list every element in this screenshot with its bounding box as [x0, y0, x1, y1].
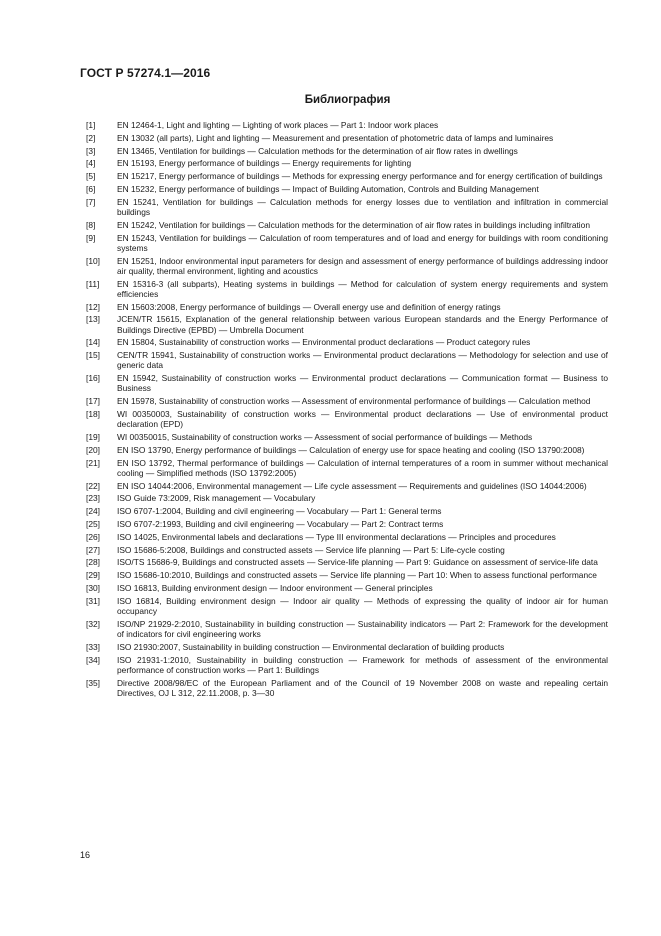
bibliography-item — [86, 220, 608, 230]
reference-text: EN 15316-3 (all subparts), Heating systems in buildings — Method for calculation of system energy requirements and system efficiencies — [117, 278, 608, 299]
reference-number: [10] — [86, 255, 100, 266]
bibliography-item — [86, 583, 608, 593]
reference-number: [16] — [86, 373, 100, 384]
reference-number: [4] — [86, 158, 96, 169]
reference-number: [8] — [86, 219, 96, 230]
bibliography-item — [86, 678, 608, 698]
bibliography-item — [86, 619, 608, 639]
reference-number: [15] — [86, 350, 100, 361]
reference-number: [31] — [86, 595, 100, 606]
reference-text: ISO 16813, Building environment design — Indoor environment — General principles — [117, 582, 433, 593]
reference-number: [30] — [86, 582, 100, 593]
bibliography-item — [86, 519, 608, 529]
reference-number: [14] — [86, 337, 100, 348]
reference-number: [25] — [86, 518, 100, 529]
reference-text: ISO 16814, Building environment design — Indoor air quality — Methods of expressing the quality of indoor air for human occupancy — [117, 595, 608, 616]
reference-text: ISO/TS 15686-9, Buildings and constructed assets — Service-life planning — Part 9: Guidance on assessment of service-life data — [117, 557, 598, 568]
bibliography-item — [86, 314, 608, 334]
bibliography-item — [86, 256, 608, 276]
reference-text: EN 13032 (all parts), Light and lighting — Measurement and presentation of photometric data of lamps and luminaires — [117, 132, 554, 143]
reference-text: EN 15193, Energy performance of buildings — Energy requirements for lighting — [117, 158, 412, 169]
bibliography-item — [86, 279, 608, 299]
reference-number: [19] — [86, 431, 100, 442]
reference-text: EN ISO 13790, Energy performance of buildings — Calculation of energy use for space heating and cooling (ISO 13790:2008) — [117, 444, 585, 455]
reference-number: [13] — [86, 314, 100, 325]
bibliography-item — [86, 350, 608, 370]
bibliography-item — [86, 655, 608, 675]
reference-text: EN 15804, Sustainability of construction works — Environmental product declarations — Product category rules — [117, 337, 531, 348]
reference-number: [17] — [86, 396, 100, 407]
reference-number: [33] — [86, 641, 100, 652]
reference-text: WI 00350015, Sustainability of construction works — Assessment of social performance of buildings — Methods — [117, 431, 533, 442]
reference-number: [20] — [86, 444, 100, 455]
bibliography-item — [86, 506, 608, 516]
bibliography-item — [86, 233, 608, 253]
bibliography-item — [86, 493, 608, 503]
reference-number: [5] — [86, 171, 96, 182]
reference-text: CEN/TR 15941, Sustainability of construction works — Environmental product declarations — Methodology for selection and use of generic data — [117, 350, 608, 371]
reference-number: [34] — [86, 654, 100, 665]
reference-text: ISO 21931-1:2010, Sustainability in building construction — Framework for methods of assessment of the environmental performance of construction works — Part 1: Buildings — [117, 654, 608, 675]
reference-text: EN 12464-1, Light and lighting — Lighting of work places — Part 1: Indoor work places — [117, 120, 439, 130]
reference-number: [3] — [86, 145, 96, 156]
bibliography-item — [86, 532, 608, 542]
reference-text: ISO/NP 21929-2:2010, Sustainability in building construction — Sustainability indicators — Part 2: Framework for the development of indicators for civil engineering works — [117, 618, 608, 639]
document-header: ГОСТ Р 57274.1—2016 — [80, 66, 211, 80]
reference-number: [22] — [86, 480, 100, 491]
reference-number: [11] — [86, 278, 100, 289]
bibliography-item — [86, 545, 608, 555]
reference-text: WI 00350003, Sustainability of construction works — Environmental product declarations — Use of environmental product declaration (EPD) — [117, 408, 608, 430]
bibliography-item — [86, 458, 608, 478]
reference-text: EN 13465, Ventilation for buildings — Calculation methods for the determination of air flow rates in dwellings — [117, 145, 518, 156]
reference-number: [21] — [86, 457, 100, 468]
reference-text: EN 15603:2008, Energy performance of buildings — Overall energy use and definition of energy ratings — [117, 301, 501, 312]
reference-text: EN 15978, Sustainability of construction works — Assessment of environmental performance of buildings — Calculation method — [117, 396, 591, 407]
reference-number: [23] — [86, 493, 100, 504]
reference-number: [27] — [86, 544, 100, 555]
bibliography-item — [86, 481, 608, 491]
reference-text: EN 15241, Ventilation for buildings — Calculation methods for energy losses due to ventilation and infiltration in commercial buildings — [117, 196, 608, 217]
bibliography-item — [86, 596, 608, 616]
reference-number: [26] — [86, 531, 100, 542]
bibliography-item — [86, 432, 608, 442]
page-title: Библиография — [304, 94, 391, 106]
reference-text: ISO 15686-10:2010, Buildings and constructed assets — Service life planning — Part 10: When to assess functional performance — [117, 570, 597, 581]
reference-number: [1] — [86, 120, 96, 130]
bibliography-item — [86, 557, 608, 567]
reference-text: EN 15942, Sustainability of construction works — Environmental product declarations — Communication format — Business to Business — [117, 373, 608, 394]
reference-text: EN ISO 13792, Thermal performance of buildings — Calculation of internal temperatures of a room in summer without mechanical cooling — Simplified methods (ISO 13792:2005) — [117, 457, 608, 478]
reference-number: [12] — [86, 301, 100, 312]
reference-number: [9] — [86, 232, 96, 243]
reference-text: ISO 15686-5:2008, Buildings and constructed assets — Service life planning — Part 5: Life-cycle costing — [117, 544, 505, 555]
bibliography-list — [86, 120, 608, 701]
reference-text: EN 15251, Indoor environmental input parameters for design and assessment of energy performance of buildings addressing indoor air quality, thermal environment, lighting and acoustics — [117, 255, 608, 276]
reference-number: [7] — [86, 196, 96, 207]
reference-text: EN 15217, Energy performance of buildings — Methods for expressing energy performance and for energy certification of buildings — [117, 171, 603, 182]
reference-text: ISO 14025, Environmental labels and declarations — Type III environmental declarations — Principles and procedures — [117, 531, 556, 542]
reference-text: ISO 21930:2007, Sustainability in building construction — Environmental declaration of building products — [117, 641, 505, 652]
reference-text: EN 15243, Ventilation for buildings — Calculation of room temperatures and of load and energy for buildings with room conditioning systems — [117, 232, 608, 253]
bibliography-item — [86, 570, 608, 580]
reference-number: [2] — [86, 132, 96, 143]
bibliography-item — [86, 197, 608, 217]
reference-number: [35] — [86, 677, 100, 688]
bibliography-item — [86, 373, 608, 393]
reference-text: ISO 6707-1:2004, Building and civil engineering — Vocabulary — Part 1: General terms — [117, 506, 442, 517]
page-number: 16 — [80, 850, 91, 860]
reference-number: [28] — [86, 557, 100, 568]
bibliography-item — [86, 337, 608, 347]
reference-text: Directive 2008/98/EC of the European Parliament and of the Council of 19 November 2008 on waste and repealing certain Directives, OJ L 312, 22.11.2008, p. 3—30 — [117, 677, 608, 698]
reference-text: JCEN/TR 15615, Explanation of the general relationship between various European standards and the Energy Performance of Buildings Directive (EPBD) — Umbrella Document — [117, 314, 608, 335]
bibliography-item — [86, 184, 608, 194]
bibliography-item — [86, 445, 608, 455]
bibliography-item — [86, 133, 608, 143]
reference-text: EN ISO 14044:2006, Environmental management — Life cycle assessment — Requirements and guidelines (ISO 14044:2006) — [117, 480, 587, 491]
reference-number: [18] — [86, 408, 100, 419]
bibliography-item — [86, 409, 608, 429]
bibliography-item — [86, 158, 608, 168]
bibliography-item — [86, 120, 608, 130]
bibliography-item — [86, 171, 608, 181]
bibliography-item — [86, 642, 608, 652]
reference-number: [24] — [86, 506, 100, 517]
reference-text: ISO Guide 73:2009, Risk management — Vocabulary — [117, 493, 316, 504]
bibliography-item — [86, 302, 608, 312]
reference-number: [29] — [86, 570, 100, 581]
reference-text: EN 15242, Ventilation for buildings — Calculation methods for the determination of air flow rates in buildings including infiltration — [117, 219, 590, 230]
reference-number: [32] — [86, 618, 100, 629]
reference-text: ISO 6707-2:1993, Building and civil engineering — Vocabulary — Part 2: Contract terms — [117, 518, 444, 529]
reference-number: [6] — [86, 183, 96, 194]
reference-text: EN 15232, Energy performance of buildings — Impact of Building Automation, Controls and Building Management — [117, 183, 539, 194]
bibliography-item — [86, 396, 608, 406]
bibliography-item — [86, 146, 608, 156]
